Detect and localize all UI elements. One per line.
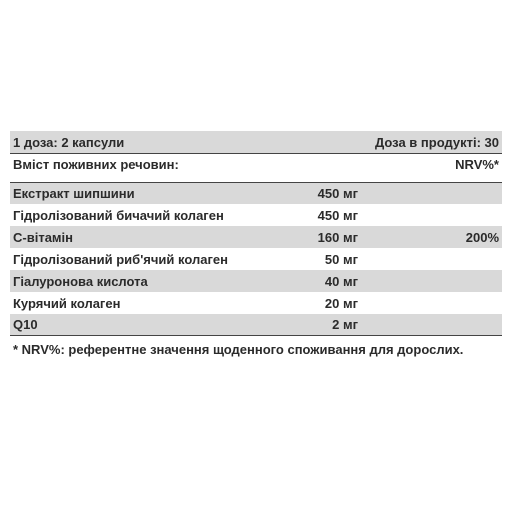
table-row [10,314,502,336]
nutrient-nrv: 200% [465,229,499,245]
nutrient-name: Гідролізований риб'ячий колаген [13,251,228,267]
serving-header-row [10,131,502,153]
nrv-footnote: * NRV%: референтне значення щоденного споживання для дорослих. [13,342,464,357]
table-row [10,182,502,204]
servings-per-container: Доза в продукті: 30 [374,134,499,150]
nrv-column-label: NRV%* [455,157,499,172]
nutrient-amount: 160 мг [317,229,358,245]
serving-size: 1 доза: 2 капсули [13,134,125,150]
nutrient-name: Гіалуронова кислота [13,273,148,289]
table-row [10,270,502,292]
table-row [10,292,502,314]
nutrients-header-row [10,153,502,175]
spacer [10,175,502,182]
nutrient-amount: 450 мг [317,207,358,223]
nutrition-table [10,131,502,360]
nutrient-amount: 40 мг [324,273,358,289]
nutrient-amount: 20 мг [324,295,358,311]
nutrient-name: Гідролізований бичачий колаген [13,207,224,223]
nutrient-amount: 450 мг [317,186,358,201]
table-row [10,204,502,226]
table-row [10,226,502,248]
nutrient-amount: 50 мг [324,251,358,267]
nutrient-name: Курячий колаген [13,295,121,311]
table-row [10,248,502,270]
nutrient-amount: 2 мг [332,317,358,332]
nutrient-name: С-вітамін [13,229,73,245]
nutrients-label: Вміст поживних речовин: [13,157,179,172]
nutrient-name: Q10 [13,317,38,332]
nutrient-name: Екстракт шипшини [13,186,135,201]
